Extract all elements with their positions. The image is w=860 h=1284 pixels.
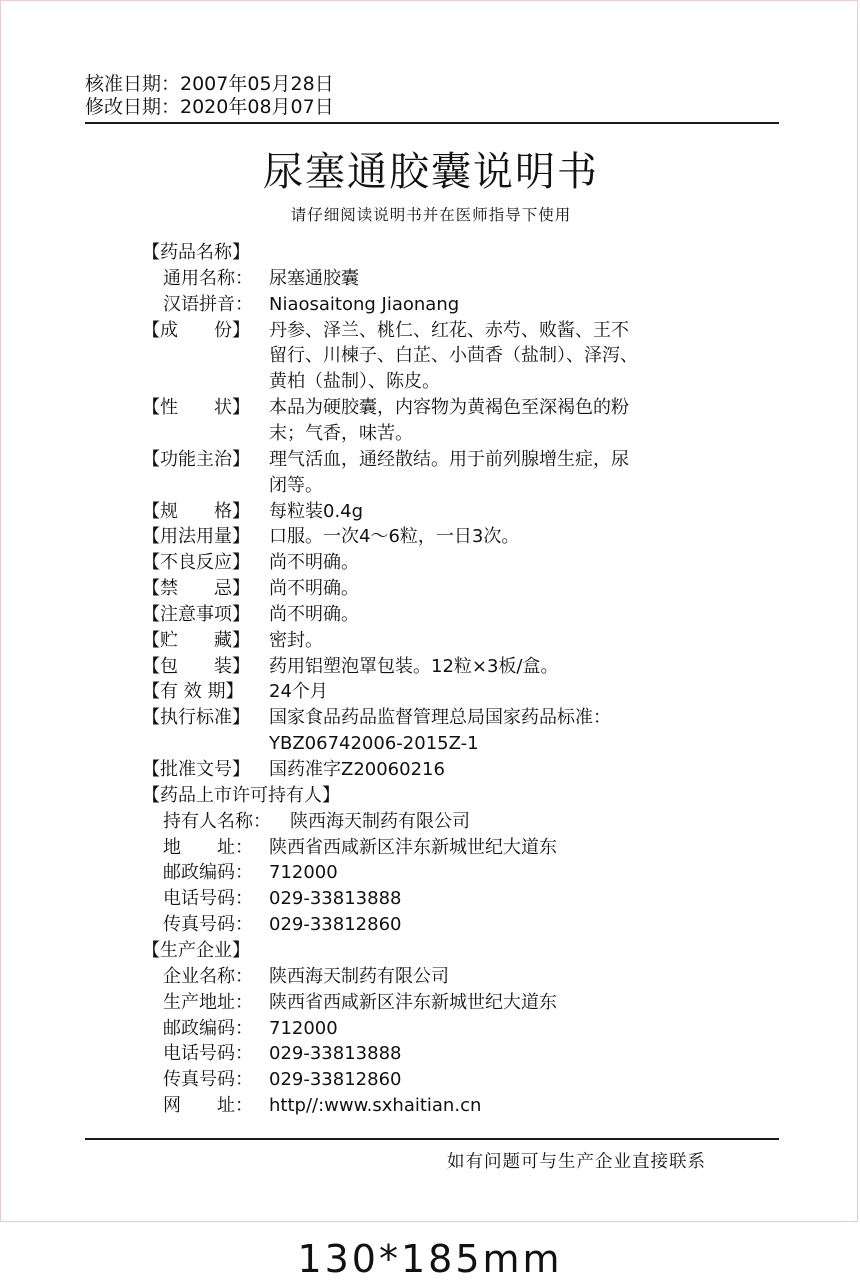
- row-value: Niaosaitong Jiaonang: [269, 293, 460, 315]
- row-label: 【功能主治】: [142, 448, 250, 470]
- row-label: 【有 效 期】: [142, 681, 244, 703]
- document-subtitle: 请仔细阅读说明书并在医师指导下使用: [290, 206, 572, 224]
- row-label: 【成 份】: [142, 319, 250, 341]
- row-value: 24个月: [269, 681, 328, 703]
- row-value: 陕西省西咸新区沣东新城世纪大道东: [269, 991, 557, 1013]
- row-label: 传真号码：: [163, 914, 253, 936]
- row-value: 药用铝塑泡罩包装。12粒×3板/盒。: [269, 655, 559, 677]
- row-label: 【药品名称】: [142, 242, 250, 263]
- row-value: 712000: [269, 1017, 338, 1039]
- row-label: 传真号码：: [163, 1069, 253, 1091]
- row-value: 029-33813888: [269, 888, 402, 910]
- document-title: 尿塞通胶囊说明书: [263, 149, 599, 195]
- row-label: 电话号码：: [163, 888, 253, 910]
- row-value: 陕西省西咸新区沣东新城世纪大道东: [269, 836, 557, 858]
- row-label: 生产地址：: [163, 991, 253, 1013]
- row-label: 【贮 藏】: [142, 629, 250, 651]
- row-value: http//:www.sxhaitian.cn: [269, 1095, 482, 1117]
- row-label: 【用法用量】: [142, 526, 250, 548]
- row-label: 【禁 忌】: [142, 578, 250, 600]
- row-value: 尚不明确。: [269, 578, 359, 600]
- row-label: 地 址：: [163, 836, 253, 858]
- row-value: 712000: [269, 862, 338, 884]
- row-value: 国家食品药品监督管理总局国家药品标准：: [269, 707, 611, 729]
- row-value: 闭等。: [269, 474, 323, 496]
- row-value: 末；气香，味苦。: [269, 422, 413, 444]
- row-value: 每粒装0.4g: [269, 500, 364, 522]
- row-label: 【性 状】: [142, 397, 250, 419]
- row-value: 国药准字Z20060216: [269, 759, 445, 780]
- row-value: 密封。: [269, 629, 323, 651]
- row-value: 尿塞通胶囊: [269, 267, 359, 289]
- row-label: 汉语拼音：: [163, 293, 253, 315]
- row-value: 029-33813888: [269, 1043, 402, 1065]
- row-label: 【注意事项】: [142, 603, 250, 625]
- row-label: 【药品上市许可持有人】: [142, 784, 340, 806]
- row-label: 邮政编码：: [163, 1017, 253, 1039]
- row-value: YBZ06742006-2015Z-1: [269, 733, 479, 755]
- row-value: 丹参、泽兰、桃仁、红花、赤芍、败酱、王不: [269, 319, 629, 341]
- revision-date: 修改日期：2020年08月07日: [85, 96, 334, 118]
- row-label: 【包 装】: [142, 655, 250, 677]
- row-label: 【不良反应】: [142, 552, 250, 574]
- row-label: 【生产企业】: [142, 939, 250, 961]
- row-value: 陕西海天制药有限公司: [269, 965, 449, 987]
- date-block: [85, 73, 334, 119]
- row-value: 陕西海天制药有限公司: [290, 810, 470, 832]
- approval-date: 核准日期：2007年05月28日: [85, 73, 334, 95]
- row-value: 本品为硬胶囊，内容物为黄褐色至深褐色的粉: [269, 397, 629, 419]
- top-divider: [85, 122, 779, 124]
- row-label: 企业名称：: [163, 965, 253, 987]
- row-value: 口服。一次4～6粒，一日3次。: [269, 526, 520, 548]
- row-label: 【规 格】: [142, 500, 250, 522]
- row-label: 【批准文号】: [142, 759, 250, 780]
- bottom-divider: [85, 1138, 779, 1140]
- row-value: 尚不明确。: [269, 552, 359, 574]
- row-label: 通用名称：: [163, 267, 253, 289]
- print-size-label: 130*185mm: [297, 1237, 563, 1281]
- row-value: 理气活血，通经散结。用于前列腺增生症，尿: [269, 448, 629, 470]
- row-label: 邮政编码：: [163, 862, 253, 884]
- row-label: 电话号码：: [163, 1043, 253, 1065]
- row-label: 持有人名称：: [163, 810, 271, 832]
- row-value: 留行、川楝子、白芷、小茴香（盐制）、泽泻、: [269, 345, 638, 367]
- contact-note: 如有问题可与生产企业直接联系: [447, 1152, 706, 1172]
- row-value: 尚不明确。: [269, 603, 359, 625]
- row-value: 029-33812860: [269, 914, 402, 936]
- row-value: 029-33812860: [269, 1069, 402, 1091]
- row-label: 【执行标准】: [142, 707, 250, 729]
- row-label: 网 址：: [163, 1095, 253, 1117]
- row-value: 黄柏（盐制）、陈皮。: [269, 371, 440, 393]
